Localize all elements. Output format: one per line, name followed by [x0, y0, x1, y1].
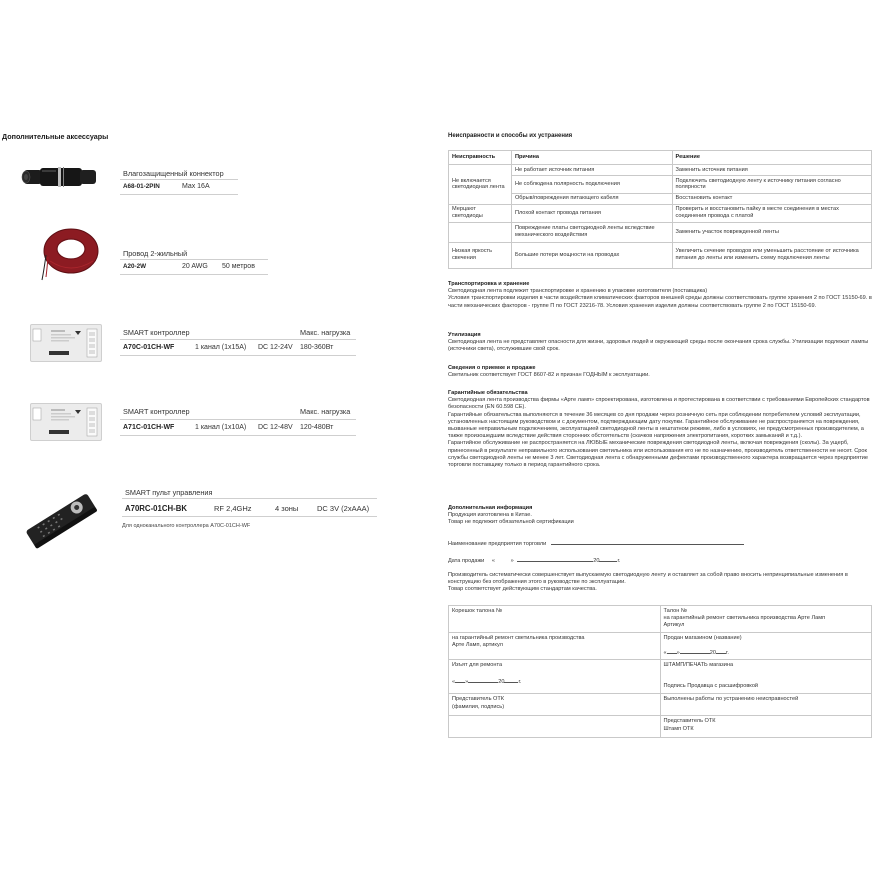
spec-row — [125, 504, 385, 514]
item-spec: 20 AWG — [182, 263, 208, 270]
year-line[interactable] — [599, 555, 617, 562]
fault-cell: Низкая яркость свечения — [449, 242, 512, 268]
coupon-cell — [449, 633, 661, 660]
item-spec: 1 канал (1x15A) — [195, 344, 247, 351]
solution-cell: Подключить светодиодную ленту к источнику питания согласно полярности — [672, 175, 871, 193]
coupon-row — [449, 716, 872, 738]
item-name: SMART контроллер — [123, 407, 190, 416]
month-line[interactable] — [468, 676, 498, 683]
trade-name-label: Наименование предприятия торговли — [448, 541, 547, 547]
header-solution: Решение — [672, 151, 871, 165]
cause-cell: Обрыв/повреждения питающего кабеля — [511, 193, 672, 204]
coupon-cell — [449, 716, 661, 738]
section-warranty — [448, 390, 872, 469]
remote-control-image — [20, 487, 102, 557]
item-name: SMART пульт управления — [125, 488, 213, 497]
section-title: Дополнительная информация — [448, 505, 533, 511]
solution-cell: Заменить участок поврежденной ленты — [672, 222, 871, 242]
table-row — [449, 175, 872, 193]
item-name: Влагозащищенный коннектор — [123, 169, 224, 178]
section-disposal — [448, 332, 872, 354]
sale-date-label: Дата продажи — [448, 558, 485, 564]
table-row — [449, 222, 872, 242]
section-title: Транспортировка и хранение — [448, 281, 530, 287]
item-spec: 180-360Вт — [300, 344, 334, 351]
quote-close: » — [510, 558, 514, 564]
controller-image — [30, 403, 102, 441]
year-prefix: 20 — [498, 678, 505, 685]
coupon-text: ШТАМП/ПЕЧАТЬ магазина — [663, 662, 734, 669]
divider — [120, 179, 238, 180]
item-note: Для одноканального контроллера A70C-01CH-WF — [122, 523, 251, 529]
divider — [120, 435, 356, 436]
day-line[interactable] — [455, 676, 465, 683]
solution-cell: Заменить источник питания — [672, 165, 871, 176]
divider — [120, 419, 356, 420]
divider — [120, 274, 268, 275]
section-title: Гарантийные обязательства — [448, 390, 528, 396]
divider — [122, 498, 377, 499]
header-cause: Причина — [511, 151, 672, 165]
coupon-text: Корешок талона № — [452, 608, 502, 614]
item-spec: 4 зоны — [275, 504, 299, 513]
coupon-row — [449, 633, 872, 660]
quote-open: « — [663, 650, 667, 657]
coupon-text: (фамилия, подпись) — [452, 703, 505, 710]
item-code: A20-2W — [123, 263, 147, 270]
solution-cell: Увеличить сечение проводов или уменьшить расстояние от источника питания до ленты или изменить схему подключения ленты — [672, 242, 871, 268]
section-text: Светодиодная лента не представляет опасности для жизни, здоровья людей и окружающей среды после окончания срока службы. Утилизации подлежат лампы (источники света), отслужившие свой срок. — [448, 339, 869, 353]
section-text: Гарантийные обязательства выполняются в течение 36 месяцев со дня продажи через розничную сеть при соблюдении потребителем условий эксплуатации, установленных настоящим руководством и с документом, подтверждающим дату покупки. Гарантийное обслуживание не распространяется на повреждения, вызванные неправильным подключением, эксплуатацией светодиодной ленты в нештатном режиме, либо в условиях, не предусмотренных производителем, а также произошедшим вследствие действия сторонних обстоятельств (скачков напряжения электропитания, коротких замыканий и т.д.). — [448, 411, 864, 440]
divider — [120, 339, 356, 340]
year-suffix: г. — [518, 678, 522, 685]
accessories-title: Дополнительные аксессуары — [2, 132, 109, 141]
controller-image — [30, 324, 102, 362]
coupon-text: Подпись Продавца с расшифровкой — [663, 682, 759, 689]
section-text: Гарантийное обслуживание не распространяется на ЛЮБЫЕ механические повреждения светодиодной ленты, включая повреждения (сколы). За ущерб, принесенный в результате неправильного использования светильника или использования его не по назначению, производитель ответственности не несет. Срок службы светодиодной ленты не менее 3 лет. Светодиодная лента с обнаруженными дефектами производственного характера возвращается через предприятие торговли поставщику только в период гарантийного срока. — [448, 440, 868, 469]
item-spec: 120-480Вт — [300, 424, 334, 431]
item-spec: DC 3V (2xAAA) — [317, 504, 370, 513]
faults-table — [448, 150, 872, 269]
coupon-text: Артикул — [663, 622, 685, 629]
cause-cell: Плохой контакт провода питания — [511, 204, 672, 222]
spec-row — [123, 263, 273, 272]
cable-coil-image — [38, 225, 100, 283]
item-spec: Max 16A — [182, 183, 210, 190]
item-spec: RF 2,4GHz — [214, 504, 252, 513]
sale-date-field[interactable] — [448, 555, 872, 565]
coupon-row — [449, 694, 872, 716]
section-extra — [448, 505, 872, 527]
spec-row — [123, 344, 363, 354]
coupon-text: Арте Ламп, артикул — [452, 642, 503, 649]
table-row — [449, 242, 872, 268]
coupon-text: Представитель ОТК — [452, 696, 505, 703]
header-fault: Неисправность — [449, 151, 512, 165]
trade-name-line[interactable] — [551, 538, 744, 545]
cause-cell: Большие потери мощности на проводах — [511, 242, 672, 268]
section-text: Светодиодная лента производства фирмы «Арте ламп» спроектирована, изготовлена и протестирована в соответствии с требованиями Европейских стандартов безопасности (EN 60.598 CE). — [448, 397, 870, 411]
year-line[interactable] — [716, 647, 726, 654]
coupon-cell — [660, 660, 872, 694]
day-line[interactable] — [667, 647, 677, 654]
item-spec: DC 12-24V — [258, 344, 293, 351]
faults-title: Неисправности и способы их устранения — [448, 133, 573, 139]
max-load-label: Макс. нагрузка — [300, 407, 351, 416]
cause-cell: Повреждение платы светодиодной ленты вследствие механического воздействия — [511, 222, 672, 242]
cause-cell: Не работает источник питания — [511, 165, 672, 176]
section-text: Товар не подлежит обязательной сертификации — [448, 519, 574, 526]
coupon-row — [449, 660, 872, 694]
coupon-text: Штамп ОТК — [663, 725, 694, 732]
solution-cell: Проверить и восстановить пайку в месте соединения в местах соединения провода с платой — [672, 204, 871, 222]
item-spec: DC 12-48V — [258, 424, 293, 431]
section-text: Условия транспортировки изделия в части воздействия климатических факторов внешней среды должны соответствовать группе хранения 2 по ГОСТ 15150-69. в части механических факторов - группе П по ГОСТ 23216-78. Условия хранения изделия должны соответствовать группе 2 по ГОСТ 15150-69. — [448, 295, 872, 309]
section-acceptance — [448, 365, 872, 379]
quote-open: « — [491, 558, 495, 564]
solution-cell: Восстановить контакт — [672, 193, 871, 204]
item-spec: 1 канал (1x10A) — [195, 424, 247, 431]
quote-close: » — [676, 650, 680, 657]
coupon-text: Представитель ОТК — [663, 718, 716, 725]
trade-name-field[interactable] — [448, 538, 872, 548]
item-code: A68-01-2PIN — [123, 183, 160, 190]
date-field[interactable] — [452, 676, 657, 686]
section-title: Утилизация — [448, 332, 481, 338]
section-text: Светодиодная лента подлежит транспортировке и хранению в упаковке изготовителя (поставщика) — [448, 288, 708, 295]
year-suffix: г. — [617, 558, 621, 564]
section-text: Производитель систематически совершенствует выпускаемую светодиодную ленту и оставляет за собой право вносить непринципиальные изменения в конструкцию без отображения этого в руководстве по эксплуатации. — [448, 572, 848, 586]
coupon-cell — [660, 716, 872, 738]
divider — [122, 516, 377, 517]
connector-image — [18, 165, 100, 189]
coupon-cell — [660, 606, 872, 633]
table-row — [449, 204, 872, 222]
coupon-text: Талон № — [663, 608, 687, 614]
year-prefix: 20 — [593, 558, 600, 564]
item-name: SMART контроллер — [123, 328, 190, 337]
section-text: Светильник соответствует ГОСТ 8607-82 и признан ГОДНЫМ к эксплуатации. — [448, 372, 650, 379]
date-field[interactable] — [664, 647, 869, 657]
spec-row — [123, 424, 363, 434]
coupon-text: на гарантийный ремонт светильника производства — [452, 635, 585, 641]
coupon-text: Изъят для ремонта — [452, 662, 503, 669]
max-load-label: Макс. нагрузка — [300, 328, 351, 337]
coupon-cell — [449, 660, 661, 694]
year-line[interactable] — [504, 676, 518, 683]
quote-close: » — [465, 678, 469, 685]
table-row — [449, 193, 872, 204]
coupon-row — [449, 606, 872, 633]
item-code: A70C-01CH-WF — [123, 344, 175, 351]
divider — [120, 355, 356, 356]
item-code: A70RC-01CH-BK — [125, 504, 187, 513]
coupon-text: Продан магазином (название) — [663, 635, 742, 641]
year-prefix: 20 — [709, 650, 716, 657]
fault-cell — [449, 222, 512, 242]
coupon-cell — [449, 694, 661, 716]
fault-cell: Мерцают светодиоды — [449, 204, 512, 222]
coupon-cell — [660, 694, 872, 716]
coupon-cell — [449, 606, 661, 633]
spec-row — [123, 183, 243, 192]
table-header-row — [449, 151, 872, 165]
section-text: Товар соответствует действующим стандартам качества. — [448, 586, 597, 593]
month-line[interactable] — [680, 647, 710, 654]
section-closing — [448, 572, 872, 594]
section-title: Сведения о приемке и продаже — [448, 365, 536, 371]
coupon-text: Выполнены работы по устранению неисправностей — [663, 696, 799, 703]
divider — [120, 194, 238, 195]
section-transport — [448, 281, 872, 310]
item-code: A71C-01CH-WF — [123, 424, 175, 431]
warranty-coupon-table — [448, 605, 872, 738]
table-row — [449, 165, 872, 176]
item-name: Провод 2-жильный — [123, 249, 188, 258]
fault-cell: Не включается светодиодная лента — [449, 165, 512, 205]
quote-open: « — [452, 678, 456, 685]
section-text: Продукция изготовлена в Китае. — [448, 512, 532, 519]
coupon-cell — [660, 633, 872, 660]
year-suffix: г. — [725, 650, 729, 657]
sale-date-line[interactable] — [517, 555, 593, 562]
cause-cell: Не соблюдена полярность подключения — [511, 175, 672, 193]
item-spec: 50 метров — [222, 263, 255, 270]
divider — [120, 259, 268, 260]
coupon-text: на гарантийный ремонт светильника производства Арте Ламп — [663, 615, 826, 622]
